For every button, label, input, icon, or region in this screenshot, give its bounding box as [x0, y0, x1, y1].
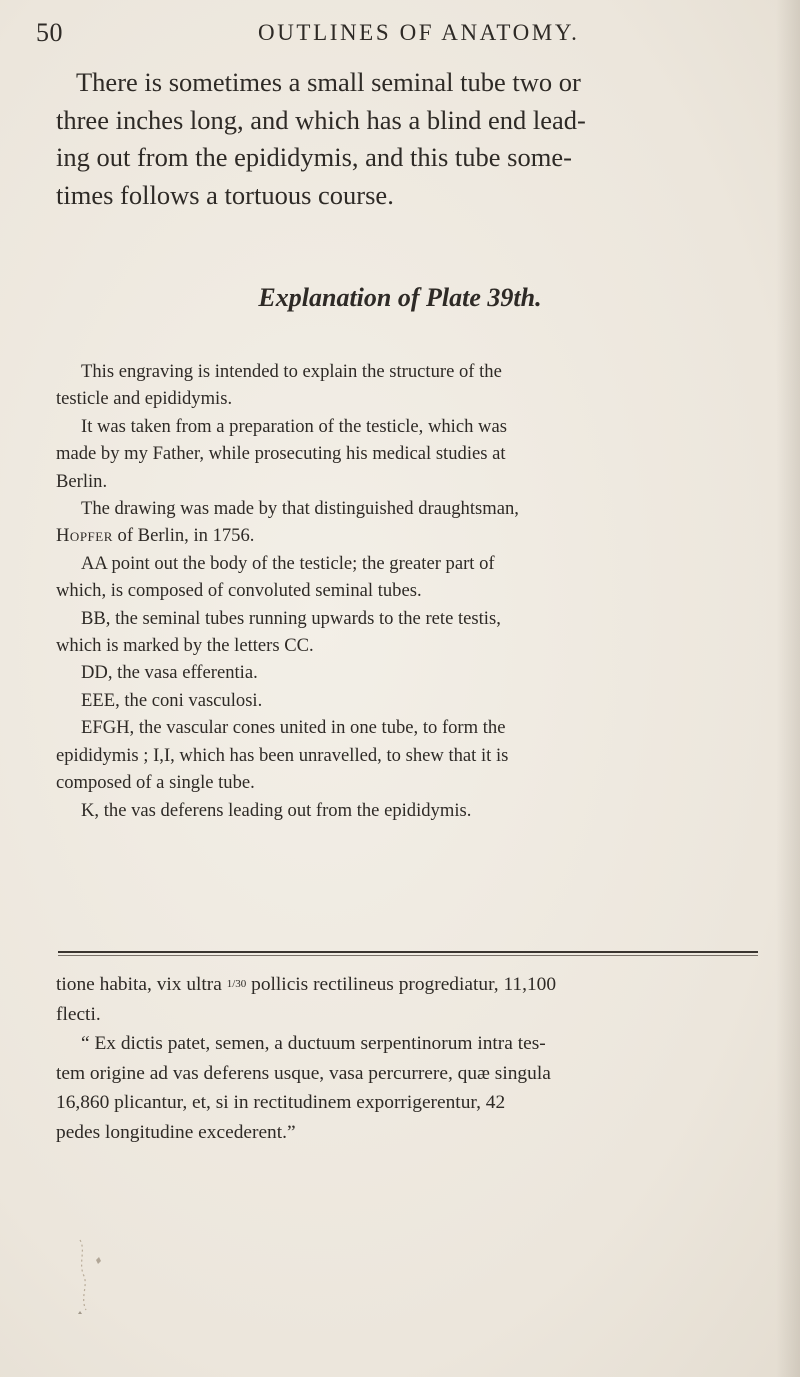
explanation-paragraph	[56, 413, 768, 495]
explanation-line: EFGH, the vascular cones united in one tube, to form the	[81, 717, 506, 739]
explanation-line: K, the vas deferens leading out from the epididymis.	[81, 799, 472, 821]
fraction: 1/30	[226, 978, 247, 990]
explanation-line: This engraving is intended to explain the structure of the	[81, 361, 502, 382]
explanation-paragraph	[56, 605, 768, 660]
explanation-line: EEE, the coni vasculosi.	[81, 689, 263, 711]
explanation-line: which is marked by the letters CC.	[56, 635, 314, 657]
footnote-line: pedes longitudine excederent.”	[56, 1121, 296, 1143]
explanation-line: which, is composed of convoluted seminal tubes.	[56, 580, 422, 602]
section-divider-thin	[58, 955, 758, 956]
explanation-line: DD, the vasa efferentia.	[81, 662, 258, 684]
explanation-paragraph	[56, 687, 768, 714]
explanation-line: Berlin.	[56, 470, 108, 492]
explanation-paragraph	[56, 797, 768, 824]
explanation-paragraph	[56, 714, 768, 796]
explanation-line: BB, the seminal tubes running upwards to the rete testis,	[81, 607, 501, 629]
footnote-text-part: tione habita, vix ultra	[56, 974, 222, 995]
explanation-paragraph	[56, 659, 768, 686]
explanation-line: composed of a single tube.	[56, 772, 255, 794]
explanation-paragraph	[56, 358, 768, 413]
page-edge-shadow	[776, 0, 800, 1377]
explanation-line	[56, 522, 768, 549]
footnote-line	[56, 970, 768, 1000]
section-divider	[58, 951, 758, 953]
intro-line: three inches long, and which has a blind end lead-	[56, 104, 586, 135]
intro-line: There is sometimes a small seminal tube two or	[76, 67, 581, 97]
page-number: 50	[36, 18, 63, 47]
intro-line: ing out from the epididymis, and this tube some-	[56, 142, 572, 172]
intro-line: times follows a tortuous course.	[56, 179, 394, 210]
explanation-line: testicle and epididymis.	[56, 388, 233, 410]
footnote-text	[56, 970, 768, 1147]
page-header	[36, 18, 776, 58]
explanation-line: made by my Father, while prosecuting his medical studies at	[56, 443, 506, 465]
footnote-text-part: pollicis rectilineus progrediatur, 11,100	[251, 974, 557, 995]
draughtsman-name: Hopfer	[56, 525, 113, 547]
footnote-line: flecti.	[56, 1003, 101, 1025]
footnote-line: “ Ex dictis patet, semen, a ductuum serpentinorum intra tes-	[81, 1033, 546, 1054]
plate-title: Explanation of Plate 39th.	[258, 283, 542, 312]
explanation-paragraph	[56, 550, 768, 605]
explanation-paragraph	[56, 495, 768, 550]
intro-paragraph	[56, 64, 756, 214]
paper-stain-mark	[72, 1230, 112, 1320]
footnote-line: tem origine ad vas deferens usque, vasa percurrere, quæ singula	[56, 1062, 551, 1084]
explanation-line: AA point out the body of the testicle; the greater part of	[81, 552, 495, 574]
explanation-line: It was taken from a preparation of the testicle, which was	[81, 415, 507, 437]
running-head: OUTLINES OF ANATOMY.	[258, 20, 580, 45]
footnote-line: 16,860 plicantur, et, si in rectitudinem exporrigerentur, 42	[56, 1092, 506, 1113]
explanation-text: of Berlin, in 1756.	[117, 525, 255, 547]
plate-explanation	[56, 358, 768, 824]
explanation-line: epididymis ; I,I, which has been unravelled, to shew that it is	[56, 744, 509, 766]
explanation-line: The drawing was made by that distinguished draughtsman,	[81, 498, 519, 520]
